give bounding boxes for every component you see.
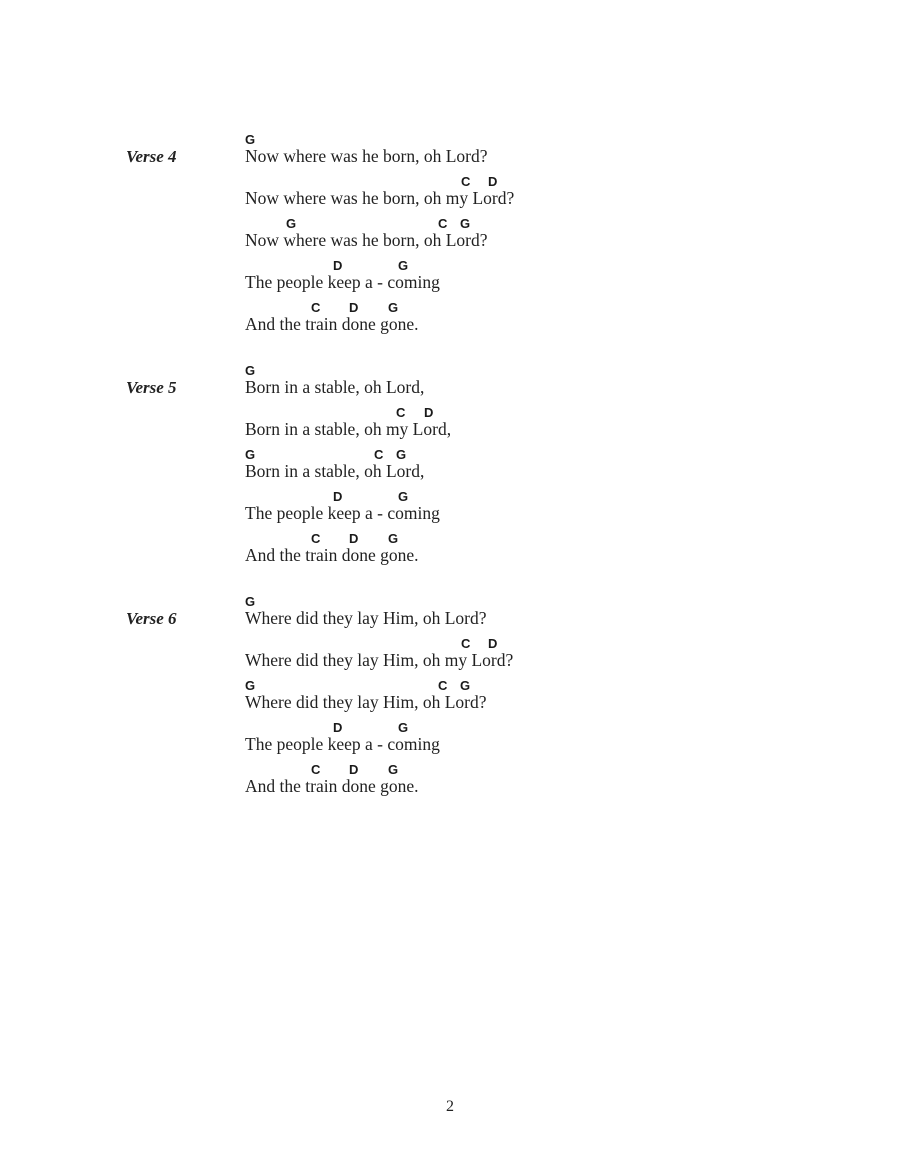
chord-lyric-line [245, 364, 745, 406]
chord-lyric-line [245, 532, 745, 574]
chord-lyric-line [245, 721, 745, 763]
chord: G [245, 132, 256, 147]
chord: G [245, 447, 256, 462]
lyric-line: Born in a stable, oh Lord, [245, 461, 425, 481]
lyric-line: Now where was he born, oh my Lord? [245, 188, 515, 208]
chord-lyric-line [245, 490, 745, 532]
chord: D [424, 405, 434, 420]
chord: C [438, 678, 448, 693]
chord: D [488, 174, 498, 189]
chord: D [333, 720, 343, 735]
page-number: 2 [446, 1098, 454, 1115]
chord-lyric-line [245, 406, 745, 448]
chord: D [349, 300, 359, 315]
chord: G [245, 363, 256, 378]
lyric-line: And the train done gone. [245, 314, 419, 334]
chord: G [286, 216, 297, 231]
lyric-line: Born in a stable, oh Lord, [245, 377, 425, 397]
chord: D [488, 636, 498, 651]
chord-lyric-line [245, 679, 745, 721]
chord: C [396, 405, 406, 420]
chord-lyric-line [245, 637, 745, 679]
chord: D [349, 762, 359, 777]
chord-lyric-line [245, 595, 745, 637]
lyric-line: Now where was he born, oh Lord? [245, 230, 488, 250]
chord: G [388, 300, 399, 315]
lyric-line: Now where was he born, oh Lord? [245, 146, 488, 166]
chord: C [438, 216, 448, 231]
lyric-line: The people keep a - coming [245, 734, 440, 754]
chord-lyric-line [245, 763, 745, 805]
chord: G [398, 489, 409, 504]
chord-lyric-line [245, 217, 745, 259]
chord-lyric-line [245, 448, 745, 490]
chord-lyric-line [245, 175, 745, 217]
chord: G [388, 531, 399, 546]
chord: D [333, 258, 343, 273]
chord: G [460, 216, 471, 231]
chord-lyric-line [245, 133, 745, 175]
chord: C [374, 447, 384, 462]
lyric-line: And the train done gone. [245, 776, 419, 796]
chord: D [349, 531, 359, 546]
chord: G [398, 258, 409, 273]
chord: G [398, 720, 409, 735]
chord: G [396, 447, 407, 462]
chord: G [245, 678, 256, 693]
chord: C [461, 174, 471, 189]
verse-label: Verse 6 [126, 609, 177, 628]
lyric-line: The people keep a - coming [245, 503, 440, 523]
chord: C [461, 636, 471, 651]
chord: C [311, 531, 321, 546]
lyric-line: Born in a stable, oh my Lord, [245, 419, 452, 439]
lyric-line: The people keep a - coming [245, 272, 440, 292]
chord-lyric-line [245, 301, 745, 343]
lyric-line: And the train done gone. [245, 545, 419, 565]
lyric-line: Where did they lay Him, oh Lord? [245, 692, 487, 712]
chord: D [333, 489, 343, 504]
verse-label: Verse 5 [126, 378, 177, 397]
verse-label: Verse 4 [126, 147, 177, 166]
chord: C [311, 300, 321, 315]
lyric-line: Where did they lay Him, oh my Lord? [245, 650, 514, 670]
chord-lyric-line [245, 259, 745, 301]
chord: C [311, 762, 321, 777]
lyric-line: Where did they lay Him, oh Lord? [245, 608, 487, 628]
chord: G [388, 762, 399, 777]
chord: G [245, 594, 256, 609]
chord: G [460, 678, 471, 693]
